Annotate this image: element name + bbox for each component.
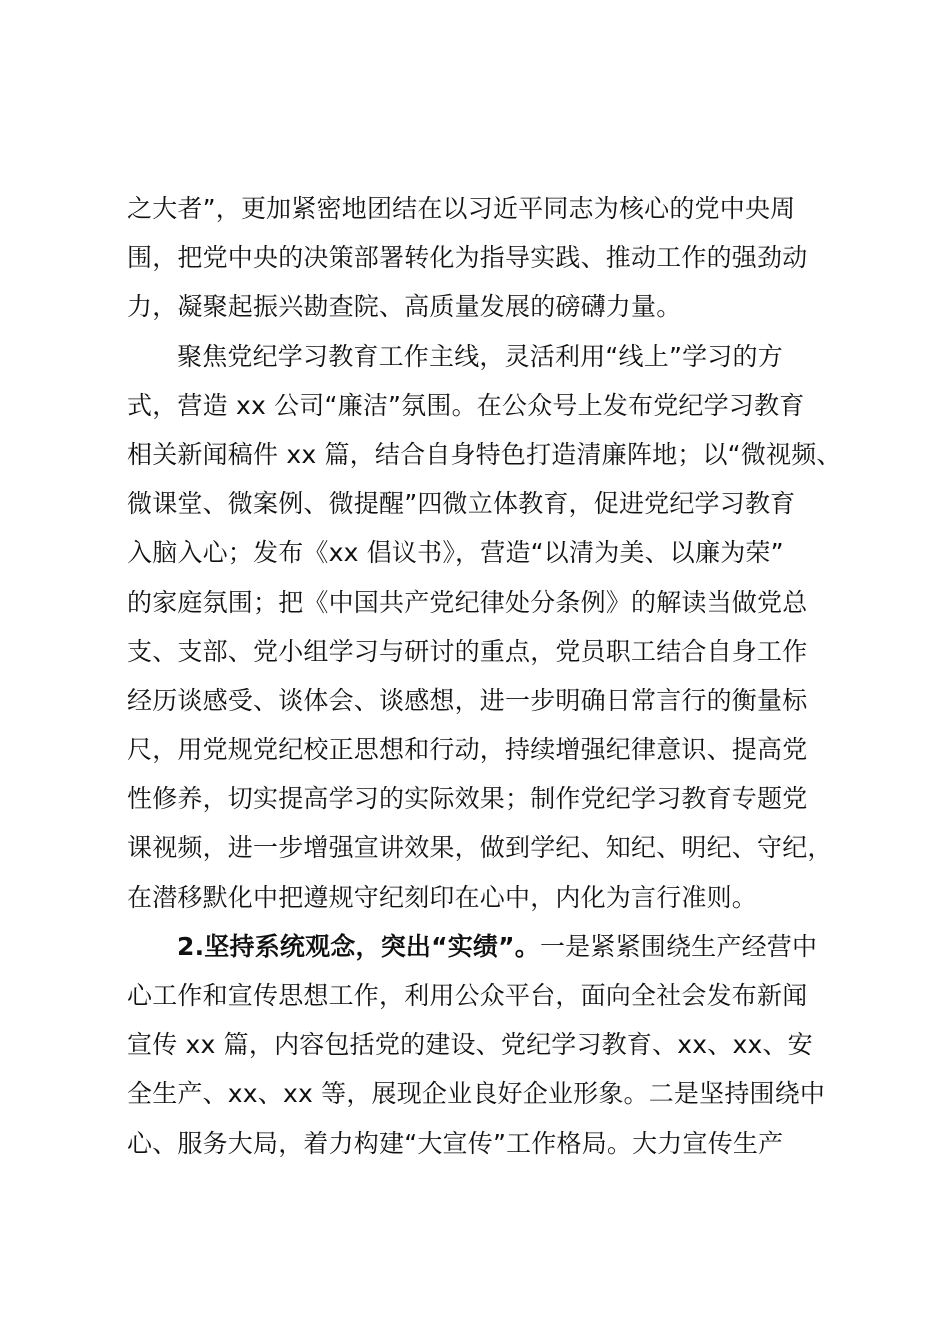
text-line: 力，凝聚起振兴勘查院、高质量发展的磅礴力量。 xyxy=(127,292,682,322)
text-line: 入脑入心；发布《xx 倡议书》，营造“以清为美、以廉为荣” xyxy=(127,538,784,568)
text-line: 式，营造 xx 公司“廉洁”氛围。在公众号上发布党纪学习教育 xyxy=(127,390,805,420)
text-line: 之大者”，更加紧密地团结在以习近平同志为核心的党中央周 xyxy=(127,194,796,223)
section-heading: 2.坚持系统观念，突出“实绩”。 xyxy=(177,931,540,961)
text-line: 经历谈感受、谈体会、谈感想，进一步明确日常言行的衡量标 xyxy=(127,685,808,715)
text-line: 心、服务大局，着力构建“大宣传”工作格局。大力宣传生产 xyxy=(127,1128,784,1158)
text-line: 聚焦党纪学习教育工作主线，灵活利用“线上”学习的方 xyxy=(177,341,783,371)
text-line: 尺，用党规党纪校正思想和行动，持续增强纪律意识、提高党 xyxy=(127,735,808,765)
text-line: 性修养，切实提高学习的实际效果；制作党纪学习教育专题党 xyxy=(127,784,808,814)
text-line: 的家庭氛围；把《中国共产党纪律处分条例》的解读当做党总 xyxy=(127,587,808,617)
text-line: 宣传 xx 篇，内容包括党的建设、党纪学习教育、xx、xx、安 xyxy=(127,1030,813,1060)
body-text xyxy=(127,184,857,1168)
text-line: 心工作和宣传思想工作，利用公众平台，面向全社会发布新闻 xyxy=(127,981,808,1010)
text-line: 全生产、xx、xx 等，展现企业良好企业形象。二是坚持围绕中 xyxy=(127,1079,826,1109)
heading-continuation: 一是紧紧围绕生产经营中 xyxy=(539,931,818,961)
text-line: 课视频，进一步增强宣讲效果，做到学纪、知纪、明纪、守纪， xyxy=(127,833,833,863)
text-line xyxy=(127,922,857,971)
text-line: 相关新闻稿件 xx 篇，结合自身特色打造清廉阵地；以“微视频、 xyxy=(127,439,842,469)
text-line: 支、支部、党小组学习与研讨的重点，党员职工结合自身工作 xyxy=(127,636,808,666)
text-line: 微课堂、微案例、微提醒”四微立体教育，促进党纪学习教育 xyxy=(127,489,796,519)
text-line: 围，把党中央的决策部署转化为指导实践、推动工作的强劲动 xyxy=(127,243,808,273)
text-line: 在潜移默化中把遵规守纪刻印在心中，内化为言行准则。 xyxy=(127,882,758,912)
